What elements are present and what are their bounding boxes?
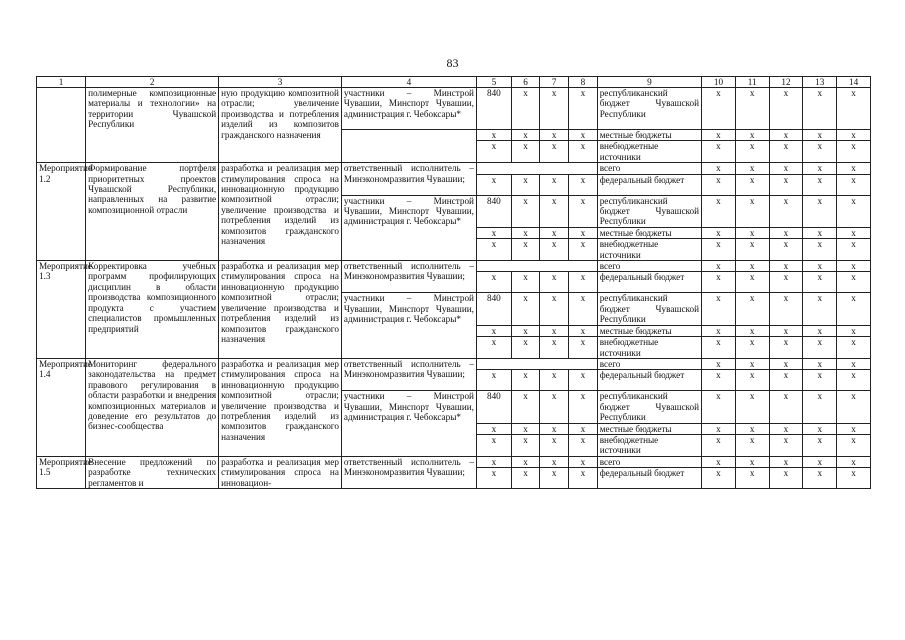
x-cell: x (476, 325, 511, 336)
x-cell: x (476, 423, 511, 434)
activity-measures: разработка и реализация мер стимулирования спроса на инновационную продукцию композитной отрасли; увеличение производства и потребления изделий из композитов гражданского назначения (219, 358, 342, 456)
activity-description: полимерные композиционные материалы и технологии» на территории Чувашской Республики (86, 88, 219, 163)
funding-source: республиканский бюджет Чувашской Республики (597, 391, 701, 423)
x-cell: x (803, 239, 837, 261)
x-cell: x (769, 391, 803, 423)
x-cell: x (735, 227, 769, 238)
x-cell: x (769, 337, 803, 359)
x-cell: x (769, 370, 803, 391)
x-cell: x (837, 261, 871, 272)
x-cell: x (540, 468, 569, 489)
funding-source: внебюджетные источники (597, 337, 701, 359)
participants-cell (341, 130, 476, 163)
x-cell: x (803, 272, 837, 293)
x-cell: x (511, 239, 540, 261)
x-cell: x (540, 434, 569, 456)
responsible-cell: ответственный исполнитель – Минэкономразвития Чувашии; (341, 456, 476, 488)
x-cell: x (735, 195, 769, 227)
activity-description: Внесение предложений по разработке технических регламентов и (86, 456, 219, 488)
participants-cell: участники – Минстрой Чувашии, Минспорт Чувашии, администрация г. Чебоксары* (341, 88, 476, 130)
x-cell: x (837, 130, 871, 141)
x-cell: x (702, 174, 736, 195)
x-cell: x (837, 423, 871, 434)
x-cell: x (769, 434, 803, 456)
x-cell: x (476, 227, 511, 238)
x-cell: x (769, 293, 803, 325)
empty-cell (476, 163, 597, 174)
x-cell: x (837, 88, 871, 130)
x-cell: x (735, 130, 769, 141)
x-cell: x (702, 358, 736, 369)
x-cell: x (702, 293, 736, 325)
x-cell: x (476, 456, 511, 467)
x-cell: x (803, 261, 837, 272)
x-cell: x (476, 272, 511, 293)
x-cell: x (769, 174, 803, 195)
x-cell: x (511, 195, 540, 227)
x-cell: x (837, 468, 871, 489)
x-cell: x (735, 141, 769, 163)
funding-source: федеральный бюджет (597, 468, 701, 489)
x-cell: x (735, 423, 769, 434)
x-cell: x (702, 434, 736, 456)
x-cell: x (569, 272, 598, 293)
x-cell: x (569, 227, 598, 238)
activity-cell (37, 88, 86, 163)
x-cell: x (769, 358, 803, 369)
header-cell: 11 (735, 77, 769, 88)
participants-cell: участники – Минстрой Чувашии, Минспорт Чувашии, администрация г. Чебоксары* (341, 293, 476, 358)
x-cell: x (569, 456, 598, 467)
x-cell: x (735, 370, 769, 391)
x-cell: x (735, 337, 769, 359)
responsible-cell: ответственный исполнитель – Минэкономразвития Чувашии; (341, 358, 476, 390)
activity-number: Мероприятие 1.5 (37, 456, 86, 488)
funding-source: всего (597, 261, 701, 272)
x-cell: x (702, 370, 736, 391)
empty-cell (476, 358, 597, 369)
x-cell: x (540, 174, 569, 195)
funding-source: республиканский бюджет Чувашской Республики (597, 293, 701, 325)
code-cell: 840 (476, 391, 511, 423)
x-cell: x (569, 130, 598, 141)
x-cell: x (769, 239, 803, 261)
x-cell: x (803, 163, 837, 174)
funding-source: внебюджетные источники (597, 141, 701, 163)
x-cell: x (803, 423, 837, 434)
x-cell: x (735, 325, 769, 336)
header-cell: 8 (569, 77, 598, 88)
x-cell: x (769, 423, 803, 434)
x-cell: x (735, 239, 769, 261)
activity-measures: разработка и реализация мер стимулирования спроса на инновационную продукцию композитной отрасли; увеличение производства и потребления изделий из композитов гражданского назначения (219, 163, 342, 261)
x-cell: x (735, 293, 769, 325)
x-cell: x (540, 423, 569, 434)
x-cell: x (511, 468, 540, 489)
header-cell: 7 (540, 77, 569, 88)
x-cell: x (540, 195, 569, 227)
responsible-cell: ответственный исполнитель – Минэкономразвития Чувашии; (341, 261, 476, 293)
x-cell: x (702, 195, 736, 227)
x-cell: x (569, 174, 598, 195)
x-cell: x (569, 325, 598, 336)
x-cell: x (476, 130, 511, 141)
x-cell: x (476, 370, 511, 391)
activity-description: Корректировка учебных программ профилирующих дисциплин в области производства композиционного продукта с участием специалистов промышленных предприятий (86, 261, 219, 359)
x-cell: x (569, 391, 598, 423)
x-cell: x (540, 272, 569, 293)
x-cell: x (769, 261, 803, 272)
x-cell: x (803, 195, 837, 227)
x-cell: x (803, 293, 837, 325)
x-cell: x (476, 337, 511, 359)
funding-source: местные бюджеты (597, 130, 701, 141)
x-cell: x (476, 141, 511, 163)
funding-source: внебюджетные источники (597, 434, 701, 456)
x-cell: x (735, 88, 769, 130)
x-cell: x (837, 141, 871, 163)
x-cell: x (803, 468, 837, 489)
funding-source: внебюджетные источники (597, 239, 701, 261)
activity-measures: разработка и реализация мер стимулирования спроса на инновационную продукцию композитной отрасли; увеличение производства и потребления изделий из композитов гражданского назначения (219, 261, 342, 359)
x-cell: x (837, 227, 871, 238)
x-cell: x (735, 468, 769, 489)
header-cell: 5 (476, 77, 511, 88)
x-cell: x (735, 272, 769, 293)
x-cell: x (769, 227, 803, 238)
x-cell: x (511, 88, 540, 130)
x-cell: x (511, 293, 540, 325)
x-cell: x (702, 391, 736, 423)
x-cell: x (735, 174, 769, 195)
x-cell: x (735, 456, 769, 467)
x-cell: x (540, 239, 569, 261)
x-cell: x (569, 337, 598, 359)
activity-measures: ную продукцию композитной отрасли; увеличение производства и потребления изделий из композитов гражданского назначения (219, 88, 342, 163)
x-cell: x (540, 391, 569, 423)
x-cell: x (569, 195, 598, 227)
code-cell: 840 (476, 293, 511, 325)
header-cell: 2 (86, 77, 219, 88)
x-cell: x (769, 130, 803, 141)
activity-measures: разработка и реализация мер стимулирования спроса на инновацион- (219, 456, 342, 488)
header-cell: 3 (219, 77, 342, 88)
table-row (37, 163, 871, 174)
x-cell: x (540, 88, 569, 130)
x-cell: x (511, 272, 540, 293)
activity-description: Мониторинг федерального законодательства на предмет правового регулирования в области разработки и внедрения композиционных материалов и доведение его результатов до бизнес-сообщества (86, 358, 219, 456)
funding-source: местные бюджеты (597, 227, 701, 238)
x-cell: x (803, 325, 837, 336)
x-cell: x (540, 293, 569, 325)
x-cell: x (769, 468, 803, 489)
x-cell: x (540, 337, 569, 359)
x-cell: x (837, 434, 871, 456)
x-cell: x (511, 370, 540, 391)
x-cell: x (540, 325, 569, 336)
x-cell: x (511, 456, 540, 467)
header-cell: 6 (511, 77, 540, 88)
x-cell: x (837, 195, 871, 227)
code-cell: 840 (476, 88, 511, 130)
activity-number: Мероприятие 1.2 (37, 163, 86, 261)
x-cell: x (511, 141, 540, 163)
x-cell: x (769, 88, 803, 130)
x-cell: x (569, 468, 598, 489)
x-cell: x (702, 163, 736, 174)
empty-cell (476, 261, 597, 272)
header-cell: 14 (837, 77, 871, 88)
header-cell: 9 (597, 77, 701, 88)
x-cell: x (803, 391, 837, 423)
x-cell: x (803, 130, 837, 141)
x-cell: x (837, 174, 871, 195)
x-cell: x (735, 358, 769, 369)
responsible-cell: ответственный исполнитель – Минэкономразвития Чувашии; (341, 163, 476, 195)
x-cell: x (735, 391, 769, 423)
x-cell: x (569, 88, 598, 130)
x-cell: x (511, 391, 540, 423)
table-row (37, 358, 871, 369)
x-cell: x (476, 468, 511, 489)
x-cell: x (735, 261, 769, 272)
funding-source: местные бюджеты (597, 423, 701, 434)
table-row (37, 261, 871, 272)
header-cell: 10 (702, 77, 736, 88)
x-cell: x (569, 293, 598, 325)
x-cell: x (769, 456, 803, 467)
x-cell: x (540, 370, 569, 391)
x-cell: x (511, 423, 540, 434)
table-row (37, 456, 871, 467)
x-cell: x (735, 163, 769, 174)
x-cell: x (540, 227, 569, 238)
x-cell: x (702, 468, 736, 489)
x-cell: x (769, 141, 803, 163)
table-row (37, 88, 871, 130)
x-cell: x (803, 174, 837, 195)
x-cell: x (476, 434, 511, 456)
participants-cell: участники – Минстрой Чувашии, Минспорт Чувашии, администрация г. Чебоксары* (341, 195, 476, 260)
funding-source: федеральный бюджет (597, 370, 701, 391)
x-cell: x (837, 337, 871, 359)
x-cell: x (769, 272, 803, 293)
x-cell: x (702, 456, 736, 467)
x-cell: x (702, 227, 736, 238)
funding-source: всего (597, 358, 701, 369)
header-row (37, 77, 871, 88)
x-cell: x (769, 163, 803, 174)
x-cell: x (540, 141, 569, 163)
x-cell: x (803, 456, 837, 467)
x-cell: x (837, 293, 871, 325)
x-cell: x (837, 325, 871, 336)
x-cell: x (702, 272, 736, 293)
funding-source: федеральный бюджет (597, 272, 701, 293)
x-cell: x (702, 130, 736, 141)
x-cell: x (803, 358, 837, 369)
activity-number: Мероприятие 1.4 (37, 358, 86, 456)
x-cell: x (569, 434, 598, 456)
x-cell: x (803, 88, 837, 130)
x-cell: x (837, 163, 871, 174)
code-cell: 840 (476, 195, 511, 227)
activity-description: Формирование портфеля приоритетных проектов Чувашской Республики, направленных на развитие композиционной отрасли (86, 163, 219, 261)
x-cell: x (803, 434, 837, 456)
activity-number: Мероприятие 1.3 (37, 261, 86, 359)
x-cell: x (769, 325, 803, 336)
x-cell: x (569, 141, 598, 163)
x-cell: x (476, 174, 511, 195)
x-cell: x (702, 239, 736, 261)
x-cell: x (511, 227, 540, 238)
x-cell: x (476, 239, 511, 261)
x-cell: x (569, 370, 598, 391)
x-cell: x (569, 423, 598, 434)
x-cell: x (702, 261, 736, 272)
x-cell: x (511, 174, 540, 195)
x-cell: x (803, 227, 837, 238)
x-cell: x (569, 239, 598, 261)
x-cell: x (540, 130, 569, 141)
x-cell: x (702, 88, 736, 130)
header-cell: 4 (341, 77, 476, 88)
x-cell: x (837, 456, 871, 467)
x-cell: x (803, 337, 837, 359)
funding-source: всего (597, 456, 701, 467)
x-cell: x (837, 272, 871, 293)
header-cell: 12 (769, 77, 803, 88)
x-cell: x (702, 423, 736, 434)
x-cell: x (511, 434, 540, 456)
header-cell: 1 (37, 77, 86, 88)
page-number: 83 (446, 56, 459, 70)
funding-source: республиканский бюджет Чувашской Республики (597, 88, 701, 130)
x-cell: x (702, 337, 736, 359)
participants-cell: участники – Минстрой Чувашии, Минспорт Чувашии, администрация г. Чебоксары* (341, 391, 476, 456)
x-cell: x (540, 456, 569, 467)
x-cell: x (511, 325, 540, 336)
x-cell: x (803, 141, 837, 163)
x-cell: x (735, 434, 769, 456)
x-cell: x (702, 141, 736, 163)
header-cell: 13 (803, 77, 837, 88)
x-cell: x (837, 358, 871, 369)
funding-source: местные бюджеты (597, 325, 701, 336)
x-cell: x (511, 337, 540, 359)
funding-source: всего (597, 163, 701, 174)
x-cell: x (769, 195, 803, 227)
x-cell: x (837, 370, 871, 391)
x-cell: x (702, 325, 736, 336)
funding-source: республиканский бюджет Чувашской Республики (597, 195, 701, 227)
x-cell: x (803, 370, 837, 391)
x-cell: x (837, 239, 871, 261)
x-cell: x (837, 391, 871, 423)
activities-table (36, 76, 871, 489)
x-cell: x (511, 130, 540, 141)
funding-source: федеральный бюджет (597, 174, 701, 195)
